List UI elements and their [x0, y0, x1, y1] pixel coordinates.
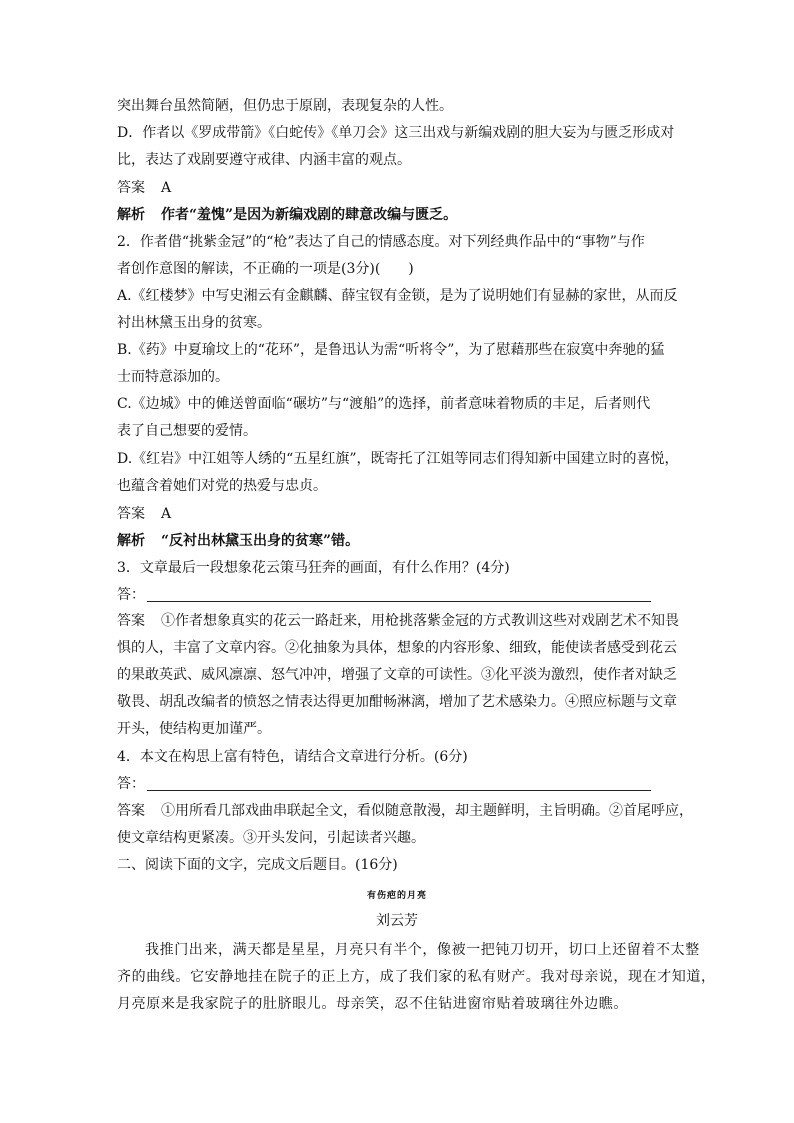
text-line: 突出舞台虽然简陋，但仍忠于原剧，表现复杂的人性。	[117, 98, 453, 114]
option-d: D.《红岩》中江姐等人绣的“五星红旗”，既寄托了江姐等同志们得知新中国建立时的喜悦，	[117, 451, 679, 467]
article-paragraph-line: 月亮原来是我家院子的肚脐眼儿。母亲笑，忍不住钻进窗帘贴着玻璃往外边瞧。	[117, 996, 628, 1012]
option-c: C.《边城》中的傩送曾面临“碾坊”与“渡船”的选择，前者意味着物质的丰足，后者则代	[117, 396, 651, 412]
option-b-cont: 士而特意添加的。	[117, 369, 229, 385]
answer-text-line: 惧的人，丰富了文章内容。②化抽象为具体，想象的内容形象、细致，能使读者感受到花云	[117, 640, 677, 656]
answer-prompt: 答：	[117, 776, 145, 792]
answer-prompt: 答：	[117, 587, 145, 603]
explanation-label: 解析	[117, 207, 145, 223]
answer-text-line: 的果敢英武、威风凛凛、怒气冲冲，增强了文章的可读性。③化平淡为激烈，使作者对缺乏	[117, 667, 677, 683]
answer-blank-line	[147, 775, 651, 791]
article-title: 有伤疤的月亮	[366, 891, 427, 901]
answer-value: A	[161, 180, 172, 196]
explanation-label: 解析	[117, 533, 145, 549]
answer-label: 答案	[117, 613, 145, 629]
answer-row	[117, 178, 171, 198]
answer-label: 答案	[117, 180, 145, 196]
text-line: 比，表达了戏剧要遵守戒律、内涵丰富的观点。	[117, 152, 411, 168]
answer-label: 答案	[117, 803, 145, 819]
answer-blank-row	[117, 774, 651, 794]
option-a-cont: 衬出林黛玉出身的贫寒。	[117, 315, 271, 331]
option-d-line: D．作者以《罗成带箭》《白蛇传》《单刀会》这三出戏与新编戏剧的胆大妄为与匮乏形成对	[117, 125, 675, 141]
section-heading: 二、阅读下面的文字，完成文后题目。(16分)	[117, 857, 398, 873]
explanation-text: 作者“羞愧”是因为新编戏剧的肆意改编与匮乏。	[161, 207, 458, 223]
explanation-row	[117, 531, 359, 551]
option-d-cont: 也蕴含着她们对党的热爱与忠贞。	[117, 478, 327, 494]
answer-blank-line	[147, 586, 651, 602]
answer-label: 答案	[117, 506, 145, 522]
question-4: 4．本文在构思上富有特色，请结合文章进行分析。(6分)	[117, 749, 468, 765]
answer-text-line: 使文章结构更紧凑。③开头发问，引起读者兴趣。	[117, 830, 425, 846]
explanation-text: “反衬出林黛玉出身的贫寒”错。	[161, 533, 360, 549]
question-2: 2．作者借“挑紫金冠”的“枪”表达了自己的情感态度。对下列经典作品中的“事物”与作	[117, 234, 645, 250]
article-paragraph-line: 齐的曲线。它安静地挂在院子的正上方，成了我们家的私有财产。我对母亲说，现在才知道，	[117, 969, 716, 985]
answer-text-line: 开头，使结构更加谨严。	[117, 721, 271, 737]
question-2-cont: 者创作意图的解读，不正确的一项是(3分)( )	[117, 261, 414, 277]
answer-text: ①作者想象真实的花云一路赶来，用枪挑落紫金冠的方式教训这些对戏剧艺术不知畏	[161, 613, 679, 629]
answer-value: A	[161, 506, 172, 522]
answer-row	[117, 504, 171, 524]
answer-text-line: 敬畏、胡乱改编者的愤怒之情表达得更加酣畅淋漓，增加了艺术感染力。④照应标题与文章	[117, 694, 677, 710]
answer-row	[117, 611, 679, 631]
answer-blank-row	[117, 585, 651, 605]
answer-row	[117, 801, 693, 821]
question-3: 3．文章最后一段想象花云策马狂奔的画面，有什么作用？(4分)	[117, 560, 510, 576]
option-c-cont: 表了自己想要的爱情。	[117, 423, 257, 439]
answer-text: ①用所看几部戏曲串联起全文，看似随意散漫，却主题鲜明，主旨明确。②首尾呼应，	[161, 803, 693, 819]
explanation-row	[117, 205, 457, 225]
option-a: A.《红楼梦》中写史湘云有金麒麟、薛宝钗有金锁，是为了说明她们有显赫的家世，从而反	[117, 288, 678, 304]
option-b: B.《药》中夏瑜坟上的“花环”，是鲁迅认为需“听将令”，为了慰藉那些在寂寞中奔驰的猛	[117, 342, 665, 358]
article-paragraph: 我推门出来，满天都是星星，月亮只有半个，像被一把钝刀切开，切口上还留着不太整	[145, 942, 700, 958]
article-author: 刘云芳	[376, 913, 418, 929]
